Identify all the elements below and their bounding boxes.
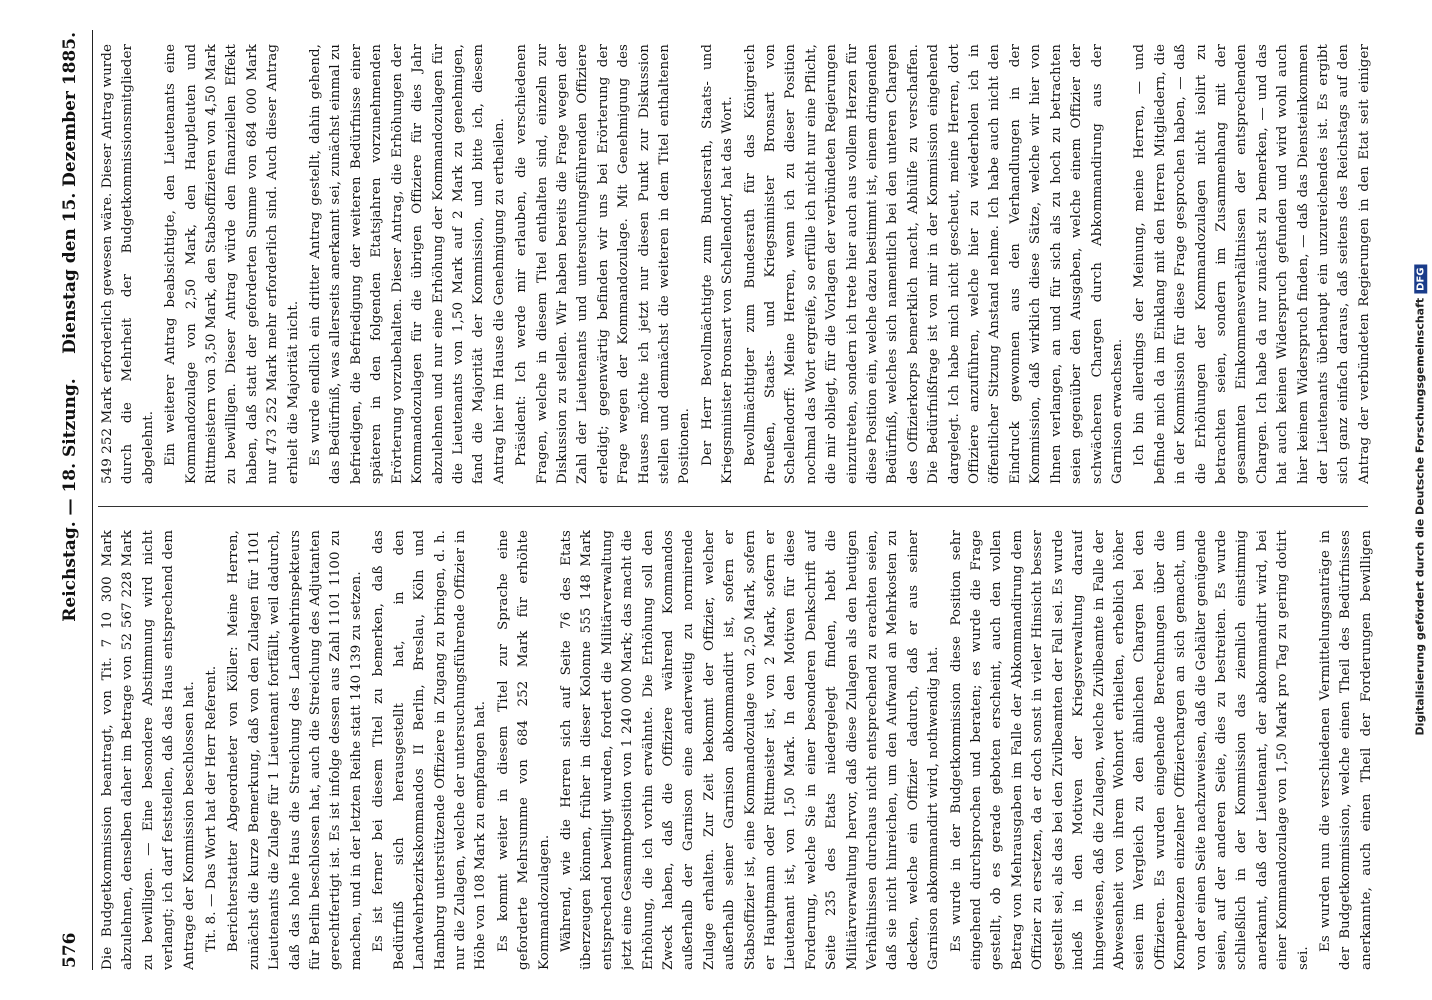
dfg-logo: DFG [1414, 264, 1427, 293]
session-date: Dienstag den 15. Dezember 1885. [60, 32, 80, 354]
paragraph: Es wurden nun die verschiedenen Vermittelungsanträge in der Budgetkommission, welche einen Theil des Bedürfnisses anerkannte, auch einen Theil der Forderungen bewilligen [1317, 530, 1374, 970]
paragraph: Präsident: Ich werde mir erlauben, die verschiedenen Fragen, welche in diesem Titel enthalten sind, einzeln zur Diskussion zu stellen. Wir haben bereits die Frage wegen der Zahl der Lieutenants und untersuchungsführenden Offiziere erledigt; gegenwärtig befinden wir uns bei Erörterung der Frage wegen der Kommandozulage. Mit Genehmigung des Hauses möchte ich jetzt nur diesen Punkt zur Diskussion stellen und demnächst die weiteren in dem Titel enthaltenen Positionen. [514, 44, 693, 484]
paragraph: Ich bin allerdings der Meinung, meine Herren, — und befinde mich da im Einklang mit den Herren Mitgliedern, die in der Kommission für diese Frage gesprochen haben, — daß die Erhöhungen der Kommandozulagen nicht isolirt zu betrachten seien, sondern im Zusammenhang mit der gesammten Einkommensverhältnissen der entsprechenden Chargen. Ich habe da nur zunächst zu bemerken, — und das hat auch keinen Widerspruch gefunden und wird wohl auch hier keinem Widerspruch finden, — daß das Diensteinkommen der Lieutenants überhaupt ein unzureichendes ist. Es ergibt sich ganz einfach daraus, daß seitens des Reichstags auf den Antrag der verbündeten Regierungen in den Etat seit einiger [1132, 44, 1372, 484]
paragraph: Es wurde endlich ein dritter Antrag gestellt, dahin gehend, das Bedürfniß, was allerseits anerkannt sei, zunächst einmal zu befriedigen, die Befriedigung der weiteren Bedürfnisse einer späteren in den folgenden Etatsjahren vorzunehmenden Erörterung vorzubehalten. Dieser Antrag, die Erhöhungen der Kommandozulagen für die übrigen Offiziere für dies Jahr abzulehnen und nur eine Erhöhung der Kommandozulagen für die Lieutenants von 1,50 Mark auf 2 Mark zu genehmigen, fand die Majorität der Kommission, und bitte ich, diesem Antrag hier im Hause die Genehmigung zu ertheilen. [308, 44, 507, 484]
dfg-credit [1413, 264, 1427, 735]
paragraph: 549 252 Mark erforderlich gewesen wäre. Dieser Antrag wurde durch die Mehrheit der Budgetkommissionsmitglieder abgelehnt. [100, 44, 156, 484]
paragraph: Während, wie die Herren sich auf Seite 76 des Etats überzeugen können, früher in dieser Kolonne 555 148 Mark entsprechend bewilligt wurden, fordert die Militärverwaltung jetzt eine Gesammtposition von 1 240 000 Mark; das macht die Erhöhung, die ich vorhin erwähnte. Die Erhöhung soll den Zweck haben, daß die Offiziere während Kommandos außerhalb der Garnison eine anderweitig zu normirende Zulage erhalten. Zur Zeit bekommt der Offizier, welcher außerhalb seiner Garnison abkommandirt ist, sofern er Stabsoffizier ist, eine Kommandozulage von 2,50 Mark, sofern er Hauptmann oder Rittmeister ist, von 2 Mark, sofern er Lieutenant ist, von 1,50 Mark. In den Motiven für diese Forderung, welche Sie in einer besonderen Denkschrift auf Seite 235 des Etats niedergelegt finden, hebt die Militärverwaltung hervor, daß diese Zulagen als den heutigen Verhältnissen durchaus nicht entsprechend zu erachten seien, daß sie nicht hinreichen, um den Aufwand an Mehrkosten zu decken, welche ein Offizier dadurch, daß er aus seiner Garnison abkommandirt wird, nothwendig hat. [558, 530, 942, 970]
paragraph: Es ist ferner bei diesem Titel zu bemerken, daß das Bedürfniß sich herausgestellt hat, in den Landwehrbezirkskommandos II Berlin, Breslau, Köln und Hamburg unterstützende Offiziere in Zugang zu bringen, d. h. nur die Zulagen, welche der untersuchungsführende Offizier in Höhe von 108 Mark zu empfangen hat. [371, 530, 489, 970]
paragraph: Berichterstatter Abgeordneter von Köller: Meine Herren, zunächst die kurze Bemerkung, daß von den Zulagen für 1101 Lieutenants die Zulage für 1 Lieutenant fortfällt, weil dadurch, daß das hohe Haus die Streichung des Landwehrinspekteurs für Berlin beschlossen hat, auch die Streichung des Adjutanten gerechtfertigt ist. Es ist infolge dessen aus Zahl 1101 1100 zu machen, und in der letzten Reihe statt 140 139 zu setzen. [226, 530, 364, 970]
session-title: Reichstag. — 18. Sitzung. [60, 378, 80, 622]
left-column [98, 530, 1378, 970]
paragraph: Bevollmächtigter zum Bundesrath für das Königreich Preußen, Staats- und Kriegsminister Bronsart von Schellendorff: Meine Herren, wenn ich zu dieser Position nochmal das Wort ergreife, so erfülle ich nicht nur eine Pflicht, die mir obliegt, für die Vorlagen der verbündeten Regierungen einzutreten, sondern ich trete hier auch aus vollem Herzen für diese Position ein, welche dazu bestimmt ist, einem dringenden Bedürfniß, welches sich namentlich bei den unteren Chargen des Offizierkorps bemerklich macht, Abhülfe zu verschaffen. Die Bedürfnißfrage ist von mir in der Kommission eingehend dargelegt. Ich habe mich nicht gescheut, meine Herren, dort Offiziere anzuführen, welche hier zu wiederholen ich in öffentlicher Sitzung Anstand nehme. Ich habe auch nicht den Eindruck gewonnen aus den Verhandlungen in der Kommission, daß wirklich diese Sätze, welche wir hier von Ihnen verlangen, an und für sich als zu hoch zu betrachten seien gegenüber den Ausgaben, welche einem Offizier der schwächeren Chargen durch Abkommandirung aus der Garnison erwachsen. [742, 44, 1125, 484]
right-column [98, 44, 1378, 484]
paragraph: Es kommt weiter in diesem Titel zur Sprache eine geforderte Mehrsumme von 684 252 Mark für erhöhte Kommandozulagen. [495, 530, 552, 970]
page-number: 576 [60, 932, 80, 968]
paragraph: Der Herr Bevollmächtigte zum Bundesrath, Staats- und Kriegsminister Bronsart von Schellendorf, hat das Wort. [699, 44, 736, 484]
rotated-page-content [46, 30, 1386, 970]
paragraph: Es wurde in der Budgetkommission diese Position sehr eingehend durchsprochen und beraten; es wurde die Frage gestellt, ob es gerade geboten erscheint, auch den vollen Betrag von Mehrausgaben im Falle der Abkommandirung dem Offizier zu ersetzen, da er doch sonst in vieler Hinsicht besser gestellt sei, als das bei den Zivilbeamten der Fall sei. Es wurde indeß in den Motiven der Kriegsverwaltung darauf hingewiesen, daß die Zulagen, welche Zivilbeamte in Falle der Abwesenheit von ihrem Wohnort erhielten, erheblich höher seien im Vergleich zu den ähnlichen Chargen bei den Offizieren. Es wurden eingehende Berechnungen über die Kompetenzen einzelner Offizierchargen an sich gemacht, um von der einen Seite nachzuweisen, daß die Gehälter genügende seien, auf der anderen Seite, dies zu bestreiten. Es wurde schließlich in der Kommission das ziemlich einstimmig anerkannt, daß der Lieutenant, der abkommandirt wird, bei einer Kommandozulage von 1,50 Mark pro Tag zu gering dotirt sei. [948, 530, 1311, 970]
column-divider [98, 506, 1368, 507]
credit-text: Digitalisierung gefördert durch die Deutsche Forschungsgemeinschaft [1413, 297, 1427, 736]
paragraph: Ein weiterer Antrag beabsichtigte, den Lieutenants eine Kommandozulage von 2,50 Mark, den Hauptleuten und Rittmeistern von 3,50 Mark, den Stabsoffizieren von 4,50 Mark zu bewilligen. Dieser Antrag würde den finanziellen Effekt haben, daß statt der geforderten Summe von 684 000 Mark nur 473 252 Mark mehr erforderlich sind. Auch dieser Antrag erhielt die Majorität nicht. [163, 44, 301, 484]
page-header [46, 30, 93, 970]
paragraph: Die Budgetkommission beantragt, von Tit. 7 10 300 Mark abzulehnen, denselben daher im Betrage von 52 567 228 Mark zu bewilligen. — Eine besondere Abstimmung wird nicht verlangt; ich darf feststellen, daß das Haus entsprechend dem Antrage der Kommission beschlossen hat. [100, 530, 197, 970]
paragraph: Tit. 8. — Das Wort hat der Herr Referent. [204, 665, 220, 952]
